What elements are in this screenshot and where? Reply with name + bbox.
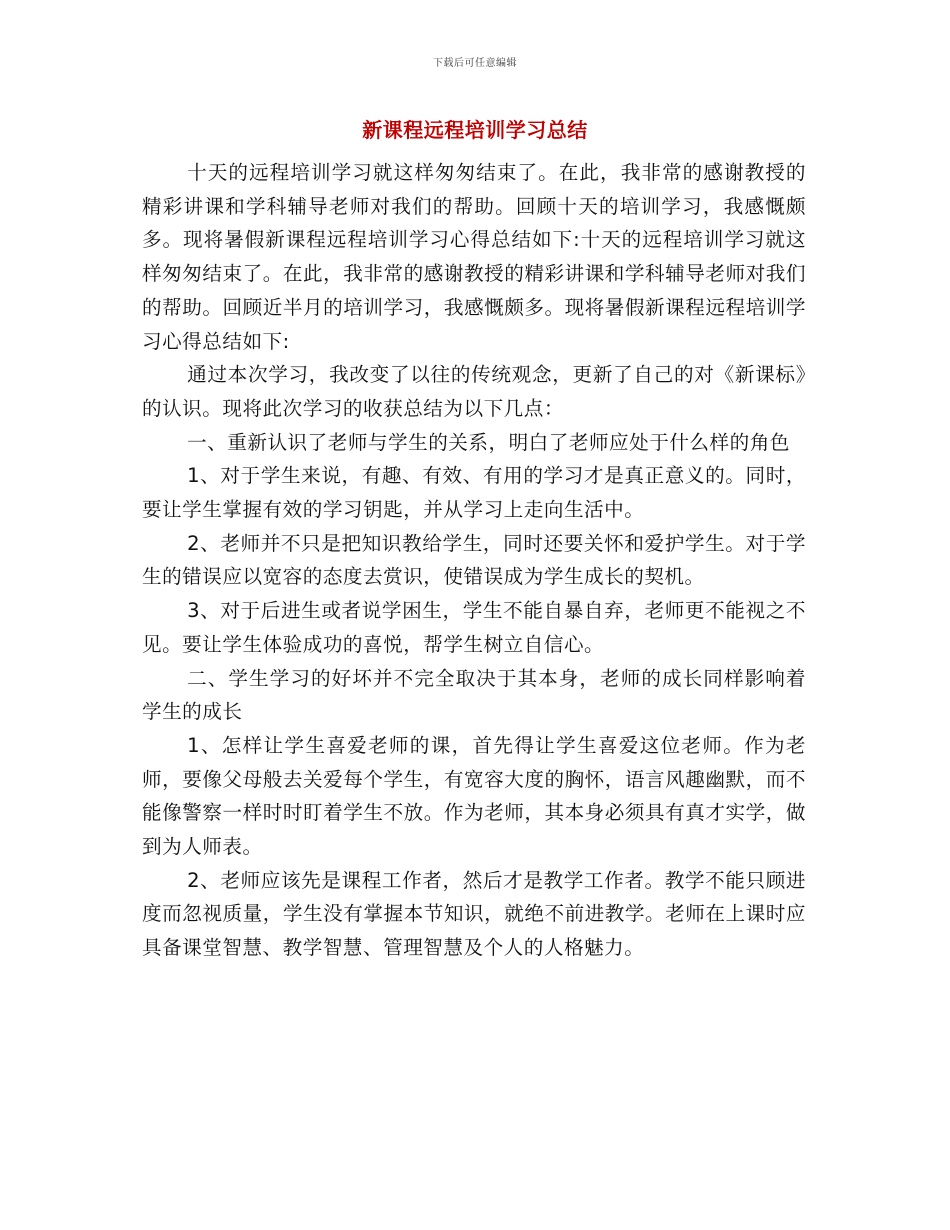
paragraph-point-1-2: 2、老师并不只是把知识教给学生，同时还要关怀和爱护学生。对于学生的错误应以宽容的态度去赏识，使错误成为学生成长的契机。 [142, 531, 806, 589]
paragraph-intro: 十天的远程培训学习就这样匆匆结束了。在此，我非常的感谢教授的精彩讲课和学科辅导老师对我们的帮助。回顾十天的培训学习，我感慨颇多。现将暑假新课程远程培训学习心得总结如下:十天的远程培训学习就这样匆匆结束了。在此，我非常的感谢教授的精彩讲课和学科辅导老师对我们的帮助。回顾近半月的培训学习，我感慨颇多。现将暑假新课程远程培训学习心得总结如下: [142, 161, 806, 353]
document-title: 新课程远程培训学习总结 [362, 118, 588, 142]
section-heading-2: 二、学生学习的好坏并不完全取决于其本身，老师的成长同样影响着学生的成长 [142, 666, 806, 724]
paragraph-point-2-1: 1、怎样让学生喜爱老师的课，首先得让学生喜爱这位老师。作为老师，要像父母般去关爱每个学生，有宽容大度的胸怀，语言风趣幽默，而不能像警察一样时时盯着学生不放。作为老师，其本身必须具有真才实学，做到为人师表。 [142, 733, 806, 859]
paragraph-overview: 通过本次学习，我改变了以往的传统观念，更新了自己的对《新课标》的认识。现将此次学习的收获总结为以下几点： [142, 363, 806, 420]
header-note: 下载后可任意编辑 [433, 58, 517, 69]
paragraph-point-2-2: 2、老师应该先是课程工作者，然后才是教学工作者。教学不能只顾进度而忽视质量，学生没有掌握本节知识，就绝不前进教学。老师在上课时应具备课堂智慧、教学智慧、管理智慧及个人的人格魅力。 [142, 868, 806, 960]
document-body [142, 156, 806, 965]
paragraph-point-1-1: 1、对于学生来说，有趣、有效、有用的学习才是真正意义的。同时，要让学生掌握有效的学习钥匙，并从学习上走向生活中。 [142, 464, 806, 522]
paragraph-point-1-3: 3、对于后进生或者说学困生，学生不能自暴自弃，老师更不能视之不见。要让学生体验成功的喜悦，帮学生树立自信心。 [142, 599, 806, 656]
section-heading-1: 一、重新认识了老师与学生的关系，明白了老师应处于什么样的角色 [187, 430, 790, 454]
